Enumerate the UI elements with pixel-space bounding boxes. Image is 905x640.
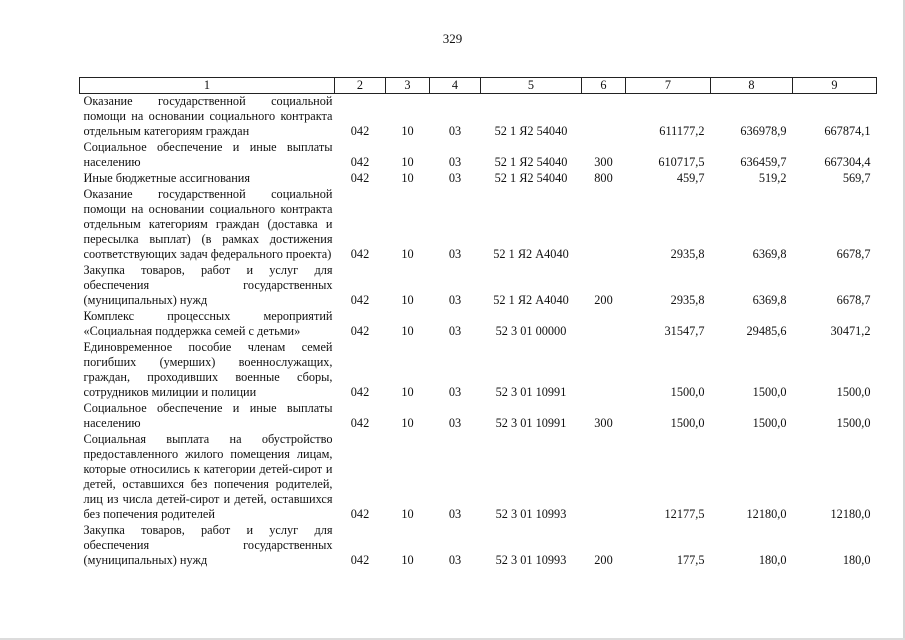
row-code-col5: 52 3 01 10993 bbox=[495, 553, 567, 567]
row-code-col3: 10 bbox=[401, 124, 414, 138]
column-header: 4 bbox=[430, 78, 481, 94]
row-amount-col9: 6678,7 bbox=[836, 247, 871, 261]
row-code-col2: 042 bbox=[350, 124, 370, 138]
table-row bbox=[80, 171, 877, 187]
row-code-col6 bbox=[582, 187, 626, 263]
row-code-col6 bbox=[582, 432, 626, 523]
table-row bbox=[80, 401, 877, 432]
table-row bbox=[80, 523, 877, 569]
row-amount-col9: 667874,1 bbox=[824, 124, 871, 138]
row-amount-col8: 6369,8 bbox=[752, 247, 787, 261]
row-code-col6: 800 bbox=[594, 171, 613, 185]
row-amount-col8: 12180,0 bbox=[746, 507, 787, 521]
row-amount-col9: 180,0 bbox=[842, 553, 871, 567]
row-code-col6: 200 bbox=[594, 293, 613, 307]
row-code-col4: 03 bbox=[448, 171, 462, 185]
row-description: Социальное обеспечение и иные выплаты населению bbox=[83, 401, 333, 430]
row-description: Социальное обеспечение и иные выплаты населению bbox=[83, 140, 333, 169]
column-header: 1 bbox=[80, 78, 335, 94]
row-description: Единовременное пособие членам семей погибших (умерших) военнослужащих, граждан, проходивших военные сборы, сотрудников милиции и полиции bbox=[83, 340, 333, 399]
row-code-col6: 300 bbox=[594, 155, 613, 169]
row-amount-col9: 12180,0 bbox=[830, 507, 871, 521]
table-row bbox=[80, 340, 877, 401]
row-code-col3: 10 bbox=[401, 293, 414, 307]
table-row bbox=[80, 94, 877, 141]
row-code-col4: 03 bbox=[448, 385, 462, 399]
row-amount-col9: 30471,2 bbox=[830, 324, 871, 338]
row-code-col2: 042 bbox=[350, 293, 370, 307]
row-amount-col8: 6369,8 bbox=[752, 293, 787, 307]
row-amount-col9: 667304,4 bbox=[824, 155, 871, 169]
column-header: 6 bbox=[582, 78, 626, 94]
row-code-col5: 52 3 01 10991 bbox=[495, 385, 567, 399]
row-amount-col8: 636978,9 bbox=[740, 124, 787, 138]
row-code-col4: 03 bbox=[448, 124, 462, 138]
column-header: 7 bbox=[626, 78, 711, 94]
table-row bbox=[80, 187, 877, 263]
row-amount-col9: 6678,7 bbox=[836, 293, 871, 307]
row-description: Закупка товаров, работ и услуг для обеспечения государственных (муниципальных) нужд bbox=[83, 523, 333, 567]
row-description: Закупка товаров, работ и услуг для обеспечения государственных (муниципальных) нужд bbox=[83, 263, 333, 307]
row-amount-col8: 636459,7 bbox=[740, 155, 787, 169]
row-code-col4: 03 bbox=[448, 324, 462, 338]
row-code-col5: 52 1 Я2 54040 bbox=[494, 171, 568, 185]
row-code-col5: 52 3 01 00000 bbox=[495, 324, 567, 338]
column-header: 5 bbox=[481, 78, 582, 94]
row-amount-col8: 29485,6 bbox=[746, 324, 787, 338]
row-code-col2: 042 bbox=[350, 385, 370, 399]
column-header: 2 bbox=[335, 78, 386, 94]
row-code-col5: 52 1 Я2 А4040 bbox=[493, 247, 569, 261]
row-code-col5: 52 1 Я2 54040 bbox=[494, 124, 568, 138]
row-code-col5: 52 1 Я2 А4040 bbox=[493, 293, 569, 307]
row-description: Социальная выплата на обустройство предоставленного жилого помещения лицам, которые относились к категории детей-сирот и детей, оставшихся без попечения родителей, лиц из числа детей-сирот и детей, оставшихся без попечения родителей bbox=[83, 432, 333, 521]
row-description: Оказание государственной социальной помощи на основании социального контракта отдельным категориям граждан bbox=[83, 94, 333, 138]
table-header-row bbox=[80, 78, 877, 94]
row-amount-col7: 610717,5 bbox=[658, 155, 705, 169]
table-body bbox=[80, 94, 877, 570]
column-header: 8 bbox=[711, 78, 793, 94]
row-code-col3: 10 bbox=[401, 247, 414, 261]
row-amount-col8: 519,2 bbox=[758, 171, 787, 185]
row-amount-col7: 611177,2 bbox=[659, 124, 705, 138]
row-code-col2: 042 bbox=[350, 171, 370, 185]
row-code-col2: 042 bbox=[350, 416, 370, 430]
row-code-col2: 042 bbox=[350, 155, 370, 169]
row-amount-col7: 2935,8 bbox=[670, 247, 705, 261]
row-amount-col7: 459,7 bbox=[676, 171, 705, 185]
table-row bbox=[80, 263, 877, 309]
row-code-col4: 03 bbox=[448, 247, 462, 261]
column-header: 9 bbox=[793, 78, 877, 94]
row-code-col3: 10 bbox=[401, 171, 414, 185]
row-code-col2: 042 bbox=[350, 553, 370, 567]
row-code-col5: 52 3 01 10991 bbox=[495, 416, 567, 430]
row-code-col6: 300 bbox=[594, 416, 613, 430]
budget-table bbox=[79, 77, 877, 569]
table-row bbox=[80, 140, 877, 171]
row-description: Иные бюджетные ассигнования bbox=[83, 171, 251, 185]
table-row bbox=[80, 432, 877, 523]
row-amount-col7: 2935,8 bbox=[670, 293, 705, 307]
row-code-col6: 200 bbox=[594, 553, 613, 567]
row-code-col4: 03 bbox=[448, 293, 462, 307]
row-code-col4: 03 bbox=[448, 416, 462, 430]
row-amount-col7: 177,5 bbox=[676, 553, 705, 567]
column-header: 3 bbox=[386, 78, 430, 94]
row-description: Оказание государственной социальной помощи на основании социального контракта отдельным категориям граждан (доставка и пересылка выплат) (в рамках достижения соответствующих задач федерального проекта) bbox=[83, 187, 333, 261]
row-amount-col7: 12177,5 bbox=[664, 507, 705, 521]
row-code-col6 bbox=[582, 340, 626, 401]
row-amount-col8: 180,0 bbox=[758, 553, 787, 567]
row-code-col3: 10 bbox=[401, 553, 414, 567]
row-code-col5: 52 3 01 10993 bbox=[495, 507, 567, 521]
row-code-col3: 10 bbox=[401, 155, 414, 169]
row-code-col3: 10 bbox=[401, 385, 414, 399]
table-row bbox=[80, 309, 877, 340]
row-amount-col9: 1500,0 bbox=[836, 385, 871, 399]
row-code-col3: 10 bbox=[401, 416, 414, 430]
row-amount-col9: 569,7 bbox=[842, 171, 871, 185]
row-code-col4: 03 bbox=[448, 507, 462, 521]
row-code-col3: 10 bbox=[401, 507, 414, 521]
row-code-col4: 03 bbox=[448, 553, 462, 567]
row-code-col4: 03 bbox=[448, 155, 462, 169]
row-amount-col8: 1500,0 bbox=[752, 416, 787, 430]
row-description: Комплекс процессных мероприятий «Социальная поддержка семей с детьми» bbox=[83, 309, 333, 338]
row-amount-col7: 1500,0 bbox=[670, 385, 705, 399]
row-code-col3: 10 bbox=[401, 324, 414, 338]
row-code-col2: 042 bbox=[350, 324, 370, 338]
row-code-col5: 52 1 Я2 54040 bbox=[494, 155, 568, 169]
page-number: 329 bbox=[442, 31, 463, 46]
row-code-col6 bbox=[582, 309, 626, 340]
row-code-col2: 042 bbox=[350, 507, 370, 521]
row-code-col6 bbox=[582, 94, 626, 141]
row-amount-col7: 1500,0 bbox=[670, 416, 705, 430]
row-code-col2: 042 bbox=[350, 247, 370, 261]
row-amount-col9: 1500,0 bbox=[836, 416, 871, 430]
row-amount-col7: 31547,7 bbox=[664, 324, 705, 338]
row-amount-col8: 1500,0 bbox=[752, 385, 787, 399]
